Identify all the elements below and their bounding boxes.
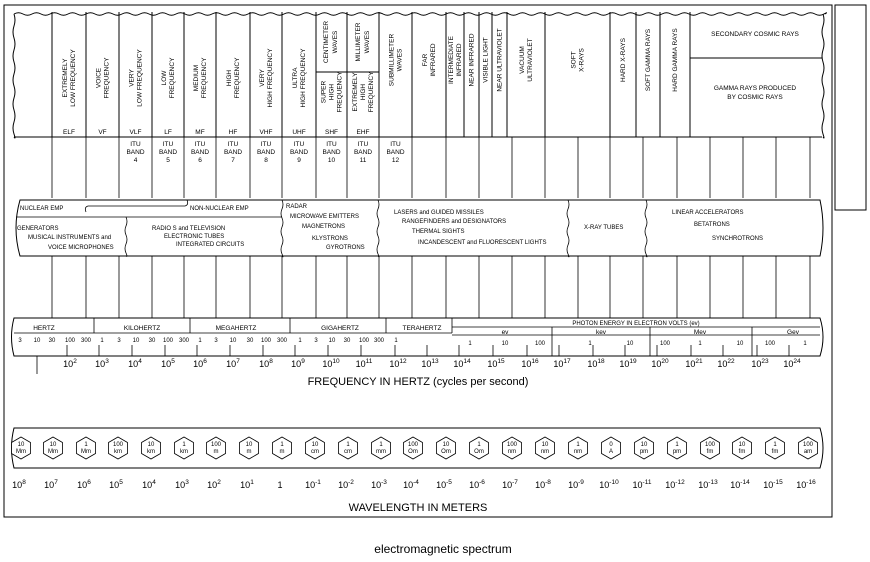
band-name-label: FREQUENCY [103, 57, 111, 99]
wavelength-power-label: $10^{-6}$ [469, 479, 485, 490]
wavelength-hex-unit: Om [474, 449, 484, 455]
itu-band-label: BAND [289, 149, 309, 156]
frequency-unit-label: GIGAHERTZ [321, 325, 359, 332]
wavelength-hex-value: 100 [407, 442, 419, 448]
band-abbr-label: VLF [129, 129, 142, 136]
wavelength-power-label: $10^{-3}$ [371, 479, 387, 490]
wavelength-hex-value: 10 [49, 442, 57, 448]
wavelength-hex-unit: Mm [81, 449, 91, 455]
band-name-label: INFRARED [456, 43, 463, 77]
wavelength-hex-unit: m [279, 449, 285, 455]
wavelength-hex-unit: nm [507, 449, 517, 455]
band-name-label: FAR [422, 53, 429, 67]
band-name-label: HIGH [360, 83, 367, 101]
itu-band-label: BAND [353, 149, 373, 156]
itu-band-label: ITU [390, 141, 401, 148]
frequency-sub-tick: 10 [132, 338, 140, 344]
wavelength-hex-value: 1 [576, 442, 580, 448]
frequency-power-label: $10^{12}$ [389, 358, 407, 369]
band-name-label: SUBMILLIMETER [388, 33, 396, 87]
gamma-rays-cosmic-label: GAMMA RAYS PRODUCED [713, 85, 797, 92]
band-name-label: WAVES [396, 48, 404, 72]
wavelength-hex-value: 10 [147, 442, 155, 448]
wavelength-power-label: $10^1$ [240, 479, 254, 490]
band-name-label: HARD GAMMA RAYS [672, 28, 679, 92]
wavelength-hex-value: 1 [84, 442, 88, 448]
caption: electromagnetic spectrum [374, 542, 512, 556]
wavelength-hex-value: 1 [182, 442, 186, 448]
right-empty-panel [835, 5, 866, 210]
ev-unit-label: Gev [787, 329, 799, 336]
frequency-power-label: $10^3$ [95, 358, 109, 369]
band-name-label: VOICE [95, 67, 103, 89]
wavelength-power-label: $10^{-13}$ [698, 479, 718, 490]
frequency-sub-tick: 10 [328, 338, 336, 344]
band-name-label: HIGH FREQUENCY [300, 48, 307, 108]
xray-tubes-label: X-RAY TUBES [584, 225, 624, 231]
band-name-label: VERY [259, 69, 266, 87]
band-name-label: SUPER [320, 80, 328, 104]
nuclear-emp-label: NUCLEAR EMP [20, 206, 64, 212]
wavelength-power-label: $10^{-10}$ [599, 479, 619, 490]
itu-band-label: 10 [327, 157, 336, 164]
itu-band-label: 11 [359, 157, 367, 164]
wavelength-hex-value: 100 [506, 442, 518, 448]
band-name-label: ULTRAVIOLET [527, 38, 534, 82]
itu-band-label: 4 [133, 157, 138, 164]
ev-unit-label: ev [501, 329, 509, 336]
wavelength-power-label: $10^4$ [142, 479, 156, 490]
itu-band-label: ITU [162, 141, 174, 148]
band-abbr-label: MF [195, 129, 205, 136]
frequency-sub-tick: 30 [48, 338, 56, 344]
frequency-sub-tick: 3 [117, 338, 121, 344]
band-name-label: INTERMEDIATE [448, 36, 455, 84]
itu-band-label: ITU [293, 141, 305, 148]
wavelength-power-label: $10^{-2}$ [338, 479, 354, 490]
ev-tick-label: 10 [736, 341, 744, 347]
wavelength-hex-value: 1 [346, 442, 350, 448]
band-name-label: VISIBLE LIGHT [482, 37, 490, 83]
band-name-label: NEAR INFRARED [468, 33, 476, 87]
wavelength-power-label: $10^3$ [175, 479, 189, 490]
wavelength-power-label: $10^{-8}$ [535, 479, 551, 490]
wavelength-hex-unit: km [180, 449, 188, 455]
frequency-sub-tick: 300 [373, 338, 385, 344]
wavelength-hex-value: 10 [245, 442, 253, 448]
band-name-label: HIGH [226, 69, 233, 87]
wavelength-power-label: $10^{-7}$ [502, 479, 518, 490]
band-abbr-label: VF [98, 129, 107, 136]
itu-band-label: ITU [326, 141, 337, 148]
wavelength-hex-value: 10 [541, 442, 549, 448]
wavelength-hex-value: 1 [477, 442, 481, 448]
band-name-label: X-RAYS [578, 48, 586, 72]
wavelength-hex-unit: am [803, 449, 813, 455]
thermal-sights-label: THERMAL SIGHTS [412, 229, 465, 235]
itu-band-label: BAND [190, 149, 210, 156]
wavelength-hex-unit: fm [738, 449, 746, 455]
wavelength-power-label: $10^8$ [12, 479, 26, 490]
wavelength-hex-value: 0 [609, 442, 613, 448]
frequency-sub-tick: 3 [314, 338, 318, 344]
wavelength-hex-unit: m [213, 449, 219, 455]
wavelength-hex-value: 1 [280, 442, 284, 448]
ev-tick-label: 1 [698, 341, 702, 347]
band-name-label: HIGH FREQUENCY [267, 48, 274, 108]
wavelength-power-label: $10^{-4}$ [403, 479, 419, 490]
wavelength-hex-unit: cm [344, 449, 352, 455]
band-abbr-label: VHF [259, 129, 273, 136]
frequency-power-label: $10^9$ [291, 358, 305, 369]
itu-band-label: 6 [198, 157, 202, 164]
ev-tick-label: 100 [534, 341, 546, 347]
wavelength-power-label: $10^7$ [44, 479, 58, 490]
itu-band-label: 7 [231, 157, 235, 164]
wavelength-scale [12, 428, 824, 514]
wavelength-hex-value: 1 [675, 442, 679, 448]
wavelength-hex-unit: km [147, 449, 155, 455]
frequency-sub-tick: 1 [100, 338, 104, 344]
frequency-power-label: $10^{22}$ [717, 358, 735, 369]
ev-tick-label: 10 [626, 341, 634, 347]
band-abbr-label: UHF [292, 129, 306, 136]
ev-tick-label: 100 [659, 341, 671, 347]
betatrons-label: BETATRONS [694, 222, 730, 228]
wavelength-power-label: $10^{-9}$ [568, 479, 584, 490]
ev-unit-label: kev [595, 329, 607, 336]
wavelength-power-label: $10^5$ [109, 479, 123, 490]
itu-band-label: BAND [223, 149, 243, 156]
integrated-circuits-label: INTEGRATED CIRCUITS [176, 242, 245, 248]
frequency-sub-tick: 100 [162, 338, 174, 344]
band-abbr-label: EHF [356, 129, 370, 136]
band-name-label: FREQUENCY [169, 57, 176, 99]
wavelength-axis-title: WAVELENGTH IN METERS [348, 502, 488, 514]
frequency-sub-tick: 300 [276, 338, 288, 344]
band-name-label: ULTRA [292, 67, 299, 89]
frequency-sub-tick: 30 [343, 338, 351, 344]
frequency-power-label: $10^{18}$ [587, 358, 605, 369]
radio-television-label: RADIO S and TELEVISION [152, 226, 226, 232]
frequency-scale [12, 318, 824, 388]
frequency-power-label: $10^{21}$ [685, 358, 703, 369]
linear-accelerators-label: LINEAR ACCELERATORS [672, 210, 744, 216]
secondary-cosmic-rays-label: SECONDARY COSMIC RAYS [711, 31, 799, 38]
wavelength-hex-unit: Om [441, 449, 451, 455]
band-name-label: FREQUENCY [368, 71, 375, 113]
wavelength-power-label: $10^6$ [77, 479, 91, 490]
itu-band-label: BAND [256, 149, 276, 156]
wavelength-hex-value: 1 [379, 442, 383, 448]
band-name-label: EXTREMELY [62, 58, 69, 98]
microwave-emitters-label: MICROWAVE EMITTERS [290, 214, 359, 220]
band-abbr-label: LF [164, 129, 172, 136]
frequency-unit-label: TERAHERTZ [402, 325, 442, 332]
frequency-sub-tick: 30 [246, 338, 254, 344]
band-name-label: EXTREMELY [352, 72, 359, 112]
electronic-tubes-label: ELECTRONIC TUBES [164, 234, 225, 240]
wavelength-power-label: $10^{-11}$ [632, 479, 652, 490]
wavelength-hex-value: 10 [442, 442, 450, 448]
band-name-label: VERY [128, 69, 136, 87]
radar-label: RADAR [286, 204, 308, 210]
band-names-row [13, 12, 827, 138]
band-name-label: FREQUENCY [201, 57, 208, 99]
itu-band-label: ITU [130, 141, 141, 148]
ev-tick-label: 1 [803, 341, 807, 347]
wavelength-hex-unit: mm [376, 449, 386, 455]
millimeter-waves-label: WAVES [364, 30, 371, 54]
ev-tick-label: 1 [468, 341, 472, 347]
band-row-right-edge [822, 14, 824, 138]
frequency-sub-tick: 100 [64, 338, 76, 344]
wavelength-power-label: $10^{-14}$ [730, 479, 750, 490]
band-name-label: SOFT [570, 51, 578, 69]
frequency-power-label: $10^5$ [161, 358, 175, 369]
frequency-power-label: $10^{10}$ [322, 358, 340, 369]
incandescent-lights-label: INCANDESCENT and FLUORESCENT LIGHTS [418, 240, 547, 246]
frequency-power-label: $10^{13}$ [421, 358, 439, 369]
itu-band-label: BAND [158, 149, 178, 156]
rangefinders-label: RANGEFINDERS and DESIGNATORS [402, 219, 507, 225]
gyrotrons-label: GYROTRONS [326, 245, 365, 251]
itu-band-label: 8 [264, 157, 268, 164]
wavelength-hex-value: 100 [802, 442, 814, 448]
ev-tick-label: 100 [764, 341, 776, 347]
frequency-axis-title: FREQUENCY IN HERTZ (cycles per second) [307, 376, 529, 388]
itu-band-label: 5 [166, 157, 170, 164]
frequency-power-label: $10^{23}$ [751, 358, 769, 369]
frequency-power-label: $10^4$ [128, 358, 142, 369]
generators-label: GENERATORS [17, 226, 59, 232]
radiation-sources-band [16, 200, 823, 257]
klystrons-label: KLYSTRONS [312, 236, 348, 242]
wavelength-hex-unit: fm [771, 449, 779, 455]
frequency-power-label: $10^8$ [259, 358, 273, 369]
wavelength-power-label: $10^{-16}$ [796, 479, 816, 490]
wavelength-hex-unit: m [246, 449, 252, 455]
centimeter-waves-label: WAVES [332, 30, 339, 54]
band-name-label: LOW FREQUENCY [70, 49, 77, 107]
wavelength-hex-unit: Mm [16, 449, 26, 455]
frequency-sub-tick: 1 [198, 338, 202, 344]
frequency-power-label: $10^2$ [63, 358, 77, 369]
sources-band-outline [16, 200, 823, 256]
frequency-unit-label: HERTZ [33, 325, 55, 332]
voice-microphones-label: VOICE MICROPHONES [48, 245, 114, 251]
band-row-top-edge [14, 13, 827, 16]
itu-band-label: BAND [386, 149, 405, 156]
frequency-sub-tick: 10 [229, 338, 237, 344]
wavelength-hex-unit: nm [573, 449, 583, 455]
itu-band-label: ITU [357, 141, 369, 148]
frequency-power-label: $10^{20}$ [651, 358, 669, 369]
band-name-label: FREQUENCY [336, 71, 344, 113]
frequency-scale-outline [12, 318, 824, 356]
wavelength-power-label: $10^{-1}$ [305, 479, 321, 490]
wavelength-power-label: $10^2$ [207, 479, 221, 490]
frequency-power-label: $10^7$ [226, 358, 240, 369]
frequency-sub-tick: 1 [394, 338, 398, 344]
frequency-power-label: $10^{19}$ [619, 358, 637, 369]
magnetrons-label: MAGNETRONS [302, 224, 346, 230]
wavelength-hex-unit: cm [311, 449, 319, 455]
frequency-sub-tick: 300 [178, 338, 190, 344]
non-nuclear-emp-label: NON-NUCLEAR EMP [190, 206, 249, 212]
frequency-power-label: $10^6$ [193, 358, 207, 369]
itu-band-label: ITU [260, 141, 272, 148]
wavelength-hex-unit: Mm [48, 449, 58, 455]
wavelength-hex-unit: km [114, 449, 122, 455]
wavelength-hex-value: 100 [704, 442, 716, 448]
centimeter-waves-label: CENTIMETER [323, 20, 330, 64]
lasers-guided-missiles-label: LASERS and GUIDED MISSILES [394, 210, 484, 216]
wavelength-hex-unit: pm [672, 449, 682, 455]
ev-unit-label: Mev [693, 329, 707, 336]
band-name-label: FREQUENCY [234, 57, 241, 99]
frequency-unit-label: KILOHERTZ [123, 325, 161, 332]
synchrotrons-label: SYNCHROTRONS [712, 236, 764, 242]
wavelength-hex-value: 10 [738, 442, 746, 448]
millimeter-waves-label: MILLIMETER [355, 22, 362, 62]
band-abbr-label: SHF [325, 129, 338, 136]
frequency-sub-tick: 300 [80, 338, 92, 344]
itu-band-label: 12 [391, 157, 400, 164]
wavelength-power-label: $10^{-12}$ [665, 479, 685, 490]
photon-energy-title: PHOTON ENERGY IN ELECTRON VOLTS (ev) [572, 321, 700, 327]
band-row-left-edge [13, 14, 15, 138]
musical-instruments-label: MUSICAL INSTRUMENTS and [28, 235, 112, 241]
wavelength-hex-value: 100 [112, 442, 124, 448]
frequency-power-label: $10^{14}$ [453, 358, 471, 369]
band-name-label: LOW [161, 70, 168, 86]
frequency-unit-label: MEGAHERTZ [215, 325, 257, 332]
itu-band-label: 9 [297, 157, 301, 164]
wavelength-power-label: $10^{-15}$ [763, 479, 783, 490]
frequency-power-label: $10^{11}$ [355, 358, 373, 369]
itu-band-label: ITU [227, 141, 239, 148]
frequency-sub-tick: 10 [33, 338, 41, 344]
frequency-power-label: $10^{15}$ [487, 358, 505, 369]
wavelength-hex-unit: A [608, 449, 614, 455]
band-name-label: NEAR ULTRAVIOLET [496, 28, 504, 92]
wavelength-hex-value: 10 [640, 442, 648, 448]
frequency-sub-tick: 3 [214, 338, 218, 344]
wavelength-hex-unit: fm [706, 449, 714, 455]
frequency-power-label: $10^{17}$ [553, 358, 571, 369]
band-name-label: LOW FREQUENCY [136, 49, 144, 107]
itu-band-label: BAND [322, 149, 341, 156]
frequency-sub-tick: 30 [148, 338, 156, 344]
band-name-label: HARD X-RAYS [620, 38, 627, 82]
band-name-label: VACUUM [519, 46, 526, 74]
wavelength-hex-value: 10 [17, 442, 25, 448]
frequency-power-label: $10^{16}$ [521, 358, 539, 369]
wavelength-hex-value: 1 [773, 442, 777, 448]
band-name-label: INFRARED [430, 43, 437, 77]
wavelength-hex-value: 100 [210, 442, 222, 448]
frequency-sub-tick: 100 [358, 338, 370, 344]
wavelength-power-label: 1 [277, 480, 283, 490]
gamma-rays-cosmic-label: BY COSMIC RAYS [727, 94, 783, 101]
wavelength-hex-unit: pm [639, 449, 649, 455]
frequency-sub-tick: 1 [298, 338, 302, 344]
frequency-sub-tick: 100 [260, 338, 272, 344]
frequency-sub-tick: 3 [18, 338, 22, 344]
itu-band-label: BAND [126, 149, 145, 156]
band-abbr-label: HF [228, 129, 238, 136]
wavelength-hex-value: 10 [311, 442, 319, 448]
frequency-power-label: $10^{24}$ [783, 358, 801, 369]
band-name-label: SOFT GAMMA RAYS [645, 28, 652, 92]
ev-tick-label: 1 [588, 341, 592, 347]
wavelength-hex-unit: Om [408, 449, 418, 455]
ev-tick-label: 10 [501, 341, 509, 347]
band-name-label: HIGH [328, 83, 336, 101]
wavelength-hex-unit: nm [540, 449, 550, 455]
itu-band-label: ITU [194, 141, 206, 148]
band-abbr-label: ELF [63, 129, 75, 136]
wavelength-power-label: $10^{-5}$ [436, 479, 452, 490]
band-name-label: MEDIUM [193, 64, 200, 92]
